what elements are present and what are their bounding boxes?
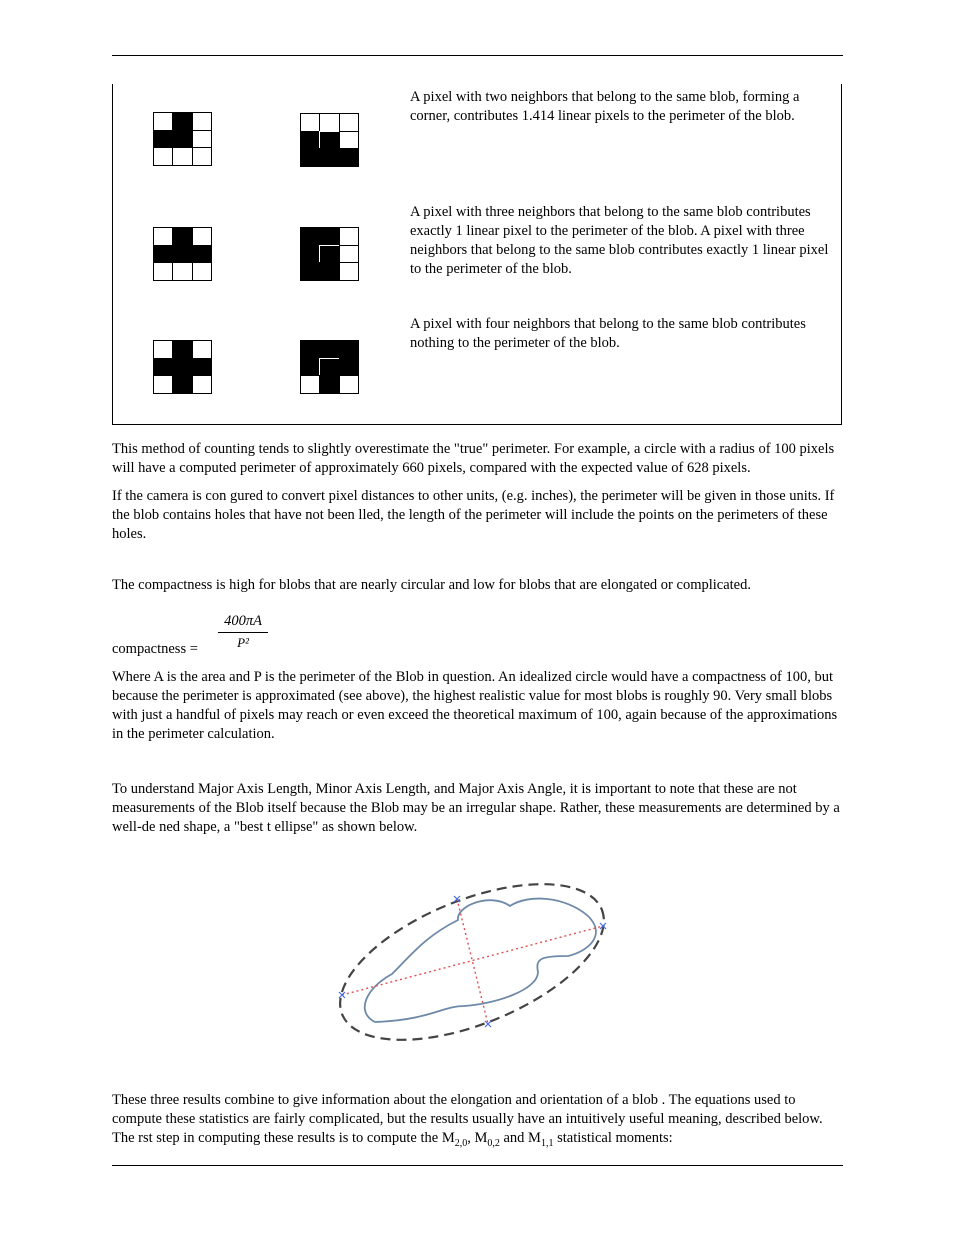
pixel-cell [192, 245, 212, 264]
table-row-text-1: A pixel with two neighbors that belong to the same blob, forming a corner, contributes 1.414 linear pixels to the perimeter of the blob. [410, 89, 800, 124]
marker-left [339, 992, 345, 998]
pixel-cell [319, 113, 339, 132]
pixel-cell [172, 147, 192, 166]
perimeter-table [112, 84, 842, 425]
pixel-cell [172, 227, 192, 246]
moments-sep-2: and M [499, 1130, 541, 1146]
paragraph-moments [112, 1091, 843, 1148]
pixel-cell [339, 227, 359, 246]
formula-denominator: P² [237, 635, 249, 650]
pixel-grid-right-3 [300, 340, 358, 393]
header-rule [112, 55, 843, 56]
footer-rule [112, 1165, 843, 1166]
pixel-cell [172, 262, 192, 281]
pixel-cell [319, 262, 339, 281]
best-fit-ellipse-figure [330, 880, 620, 1045]
pixel-cell [300, 340, 320, 359]
pixel-cell [172, 130, 192, 149]
pixel-grid-left-3 [153, 340, 211, 393]
pixel-cell [339, 340, 359, 359]
pixel-cell [192, 375, 212, 394]
pixel-cell [319, 227, 339, 246]
pixel-cell [153, 375, 173, 394]
pixel-cell [319, 148, 339, 167]
pixel-cell [319, 375, 339, 394]
pixel-cell [153, 147, 173, 166]
pixel-cell [300, 245, 320, 264]
pixel-cell [172, 375, 192, 394]
paragraph-units: If the camera is con gured to convert pixel distances to other units, (e.g. inches), the perimeter will be given in those units. If the blob contains holes that have not been lled, the length of the perimeter will include the points on the perimeters of these holes. [112, 488, 835, 542]
paragraph-axis-intro: To understand Major Axis Length, Minor Axis Length, and Major Axis Angle, it is important to note that these are not measurements of the Blob itself because the Blob may be an irregular shape. Rather, these measurements are determined by a well-de ned shape, a "best t ellipse" as shown below. [112, 781, 840, 835]
pixel-cell [319, 245, 339, 264]
pixel-cell [153, 227, 173, 246]
pixel-grid-left-1 [153, 112, 211, 165]
pixel-cell [192, 227, 212, 246]
formula-numerator: 400πA [218, 612, 268, 633]
pixel-cell [153, 130, 173, 149]
pixel-cell [172, 340, 192, 359]
pixel-cell [339, 245, 359, 264]
compactness-label: compactness = [112, 641, 198, 657]
pixel-cell [153, 245, 173, 264]
pixel-cell [153, 262, 173, 281]
pixel-cell [192, 340, 212, 359]
pixel-grid-right-1 [300, 113, 358, 166]
pixel-cell [192, 147, 212, 166]
paragraph-compactness-explain: Where A is the area and P is the perimeter of the Blob in question. An idealized circle would have a compactness of 100, but because the perimeter is approximated (see above), the highest realistic value for most blobs is roughly 90. Very small blobs with just a handful of pixels may reach or even exceed the theoretical maximum of 100, again because of the approximations in the perimeter calculation. [112, 669, 838, 742]
pixel-cell [192, 358, 212, 377]
pixel-cell [339, 113, 359, 132]
table-row-text-3: A pixel with four neighbors that belong to the same blob contributes nothing to the perimeter of the blob. [410, 316, 806, 351]
pixel-grid-left-2 [153, 227, 211, 280]
pixel-cell [319, 131, 339, 150]
table-row-text-2: A pixel with three neighbors that belong to the same blob contributes exactly 1 linear pixel to the perimeter of the blob. A pixel with three neighbors that belong to the same blob contributes exactly 1 linear pixel to the perimeter of the blob. [410, 204, 829, 277]
pixel-cell [319, 340, 339, 359]
pixel-cell [300, 262, 320, 281]
m02-subscript: 0,2 [487, 1137, 500, 1149]
pixel-cell [192, 112, 212, 131]
pixel-cell [192, 262, 212, 281]
axis-endpoint-markers [339, 896, 606, 1027]
major-axis [342, 926, 603, 995]
pixel-cell [300, 148, 320, 167]
paragraph-compactness-intro: The compactness is high for blobs that are nearly circular and low for blobs that are elongated or complicated. [112, 577, 751, 593]
pixel-grid-right-2 [300, 227, 358, 280]
pixel-cell [172, 358, 192, 377]
pixel-cell [300, 375, 320, 394]
pixel-cell [172, 245, 192, 264]
blob-outline [365, 899, 596, 1022]
moments-text-prefix: These three results combine to give information about the elongation and orientation of a blob . The equations used to compute these statistics are fairly complicated, but the results usually have an intuitively useful meaning, described below. The rst step in computing these results is to compute the M [112, 1092, 823, 1146]
moments-sep-1: , M [467, 1130, 488, 1146]
pixel-cell [192, 130, 212, 149]
m20-subscript: 2,0 [454, 1137, 468, 1149]
pixel-cell [300, 227, 320, 246]
pixel-cell [300, 131, 320, 150]
pixel-cell [339, 131, 359, 150]
pixel-cell [153, 358, 173, 377]
pixel-cell [300, 113, 320, 132]
pixel-cell [339, 262, 359, 281]
pixel-cell [153, 112, 173, 131]
pixel-cell [300, 358, 320, 377]
pixel-cell [172, 112, 192, 131]
m11-subscript: 1,1 [540, 1137, 554, 1149]
moments-text-suffix: statistical moments: [553, 1130, 673, 1146]
pixel-cell [153, 340, 173, 359]
pixel-cell [339, 375, 359, 394]
pixel-cell [339, 148, 359, 167]
pixel-cell [339, 358, 359, 377]
paragraph-overestimate: This method of counting tends to slightly overestimate the "true" perimeter. For example, a circle with a radius of 100 pixels will have a computed perimeter of approximately 660 pixels, compared with the expected value of 628 pixels. [112, 441, 835, 476]
pixel-cell [319, 358, 339, 377]
